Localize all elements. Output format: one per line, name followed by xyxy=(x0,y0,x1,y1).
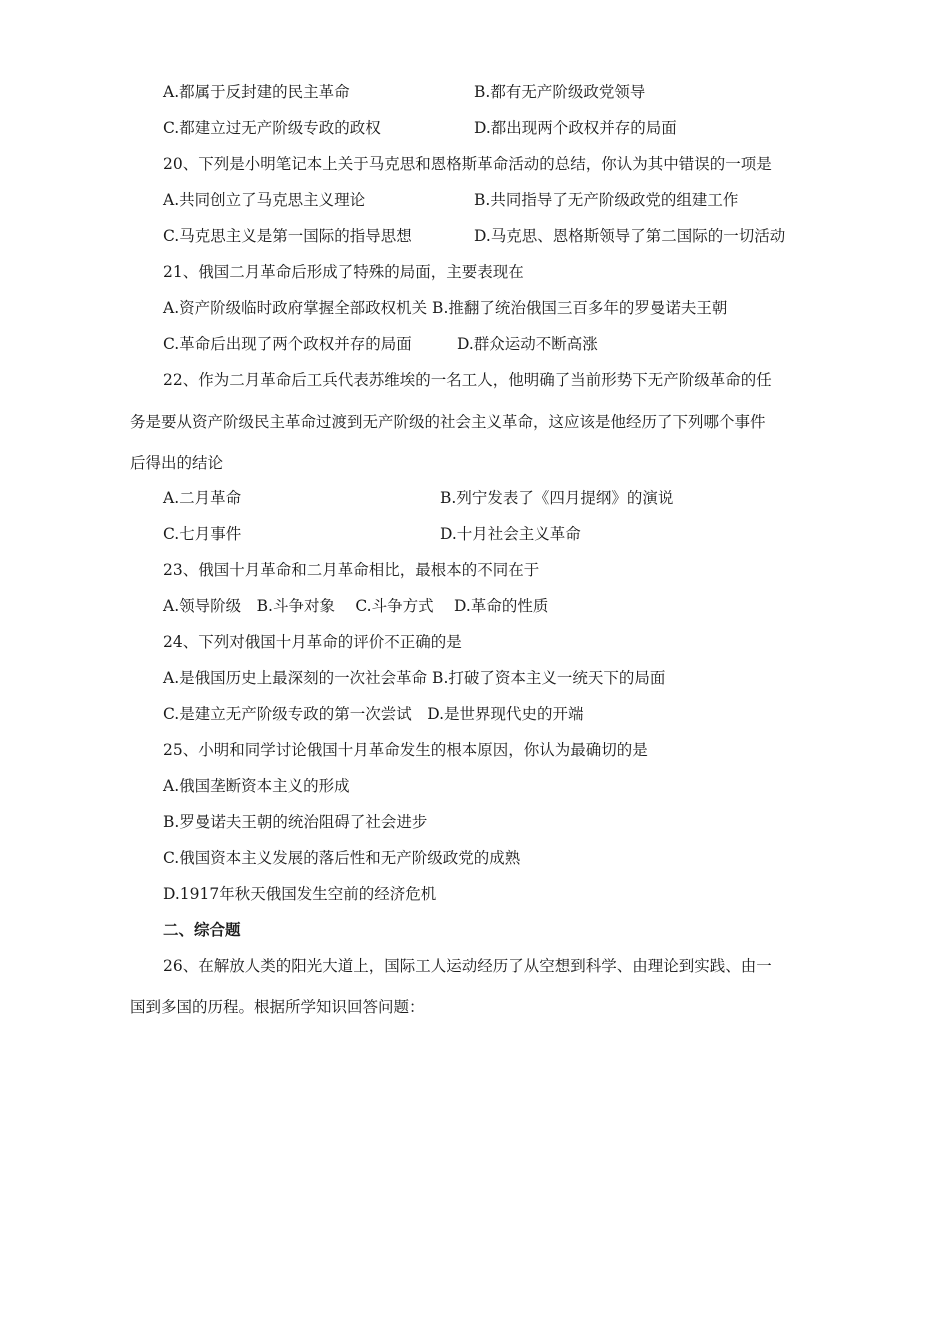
q25-option-d: D.1917年秋天俄国发生空前的经济危机 xyxy=(163,885,437,903)
q22-stem-line2: 务是要从资产阶级民主革命过渡到无产阶级的社会主义革命，这应该是他经历了下列哪个事件 xyxy=(130,413,766,431)
q21-options-ab: A.资产阶级临时政府掌握全部政权机关 B.推翻了统治俄国三百多年的罗曼诺夫王朝 xyxy=(163,299,728,317)
q21-option-d: D.群众运动不断高涨 xyxy=(457,335,598,353)
q24-options-cd: C.是建立无产阶级专政的第一次尝试 D.是世界现代史的开端 xyxy=(163,705,584,723)
q25-option-c: C.俄国资本主义发展的落后性和无产阶级政党的成熟 xyxy=(163,849,521,867)
q22-option-a: A.二月革命 xyxy=(163,489,242,507)
q19-option-c: C.都建立过无产阶级专政的政权 xyxy=(163,119,381,137)
q24-stem: 24、下列对俄国十月革命的评价不正确的是 xyxy=(163,633,462,651)
q22-stem-line3: 后得出的结论 xyxy=(130,454,224,472)
q26-stem-line2: 国到多国的历程。根据所学知识回答问题： xyxy=(130,998,425,1016)
q24-options-ab: A.是俄国历史上最深刻的一次社会革命 B.打破了资本主义一统天下的局面 xyxy=(163,669,666,687)
q22-option-d: D.十月社会主义革命 xyxy=(440,525,581,543)
q23-options: A.领导阶级 B.斗争对象 C.斗争方式 D.革命的性质 xyxy=(163,597,549,615)
q19-option-d: D.都出现两个政权并存的局面 xyxy=(474,119,677,137)
q20-option-a: A.共同创立了马克思主义理论 xyxy=(163,191,366,209)
section-heading: 二、综合题 xyxy=(163,921,241,939)
q21-stem: 21、俄国二月革命后形成了特殊的局面，主要表现在 xyxy=(163,263,524,281)
q25-option-b: B.罗曼诺夫王朝的统治阻碍了社会进步 xyxy=(163,813,428,831)
q22-option-c: C.七月事件 xyxy=(163,525,242,543)
q21-option-c: C.革命后出现了两个政权并存的局面 xyxy=(163,335,412,353)
q19-option-b: B.都有无产阶级政党领导 xyxy=(474,83,646,101)
q19-option-a: A.都属于反封建的民主革命 xyxy=(163,83,350,101)
q25-stem: 25、小明和同学讨论俄国十月革命发生的根本原因，你认为最确切的是 xyxy=(163,741,648,759)
q22-option-b: B.列宁发表了《四月提纲》的演说 xyxy=(440,489,674,507)
q20-stem: 20、下列是小明笔记本上关于马克思和恩格斯革命活动的总结，你认为其中错误的一项是 xyxy=(163,155,772,173)
q23-stem: 23、俄国十月革命和二月革命相比，最根本的不同在于 xyxy=(163,561,540,579)
q20-option-b: B.共同指导了无产阶级政党的组建工作 xyxy=(474,191,739,209)
q22-stem-line1: 22、作为二月革命后工兵代表苏维埃的一名工人，他明确了当前形势下无产阶级革命的任 xyxy=(163,371,772,389)
q20-option-d: D.马克思、恩格斯领导了第二国际的一切活动 xyxy=(474,227,786,245)
q26-stem-line1: 26、在解放人类的阳光大道上，国际工人运动经历了从空想到科学、由理论到实践、由一 xyxy=(163,957,772,975)
q25-option-a: A.俄国垄断资本主义的形成 xyxy=(163,777,350,795)
q20-option-c: C.马克思主义是第一国际的指导思想 xyxy=(163,227,412,245)
